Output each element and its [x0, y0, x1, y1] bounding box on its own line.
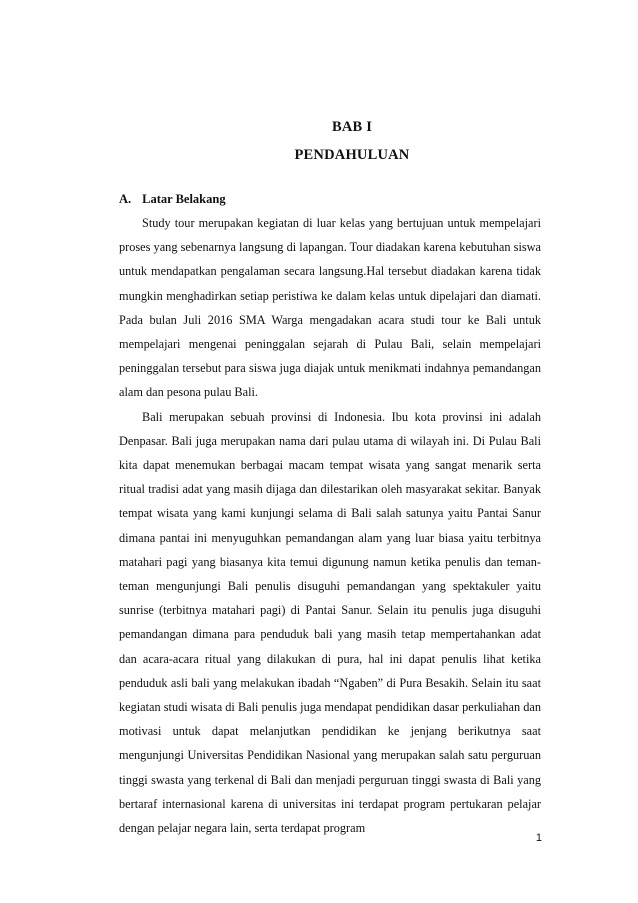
section-number: A.	[119, 192, 132, 206]
section-title: Latar Belakang	[142, 192, 226, 206]
paragraph-1: Study tour merupakan kegiatan di luar kelas yang bertujuan untuk mempelajari proses yang sebenarnya langsung di lapangan. Tour diadakan karena kebutuhan siswa untuk mendapatkan pengalaman secara langsung.Hal tersebut diadakan karena tidak mungkin menghadirkan setiap peristiwa ke dalam kelas untuk dipelajari dan diamati. Pada bulan Juli 2016 SMA Warga mengadakan acara studi tour ke Bali untuk mempelajari mengenai peninggalan sejarah di Pulau Bali, selain mempelajari peninggalan tersebut para siswa juga diajak untuk menikmati indahnya pemandangan alam dan pesona pulau Bali.	[119, 216, 541, 400]
paragraph-2: Bali merupakan sebuah provinsi di Indonesia. Ibu kota provinsi ini adalah Denpasar. Bali juga merupakan nama dari pulau utama di wilayah ini. Di Pulau Bali kita dapat menemukan berbagai macam tempat wisata yang sangat menarik serta ritual tradisi adat yang masih dijaga dan dilestarikan oleh masyarakat sekitar. Banyak tempat wisata yang kami kunjungi selama di Bali salah satunya yaitu Pantai Sanur dimana pantai ini menyuguhkan pemandangan alam yang luar biasa yaitu terbitnya matahari pagi yang biasanya kita temui digunung namun ketika penulis dan teman-teman mengunjungi Bali penulis disuguhi pemandangan yang spektakuler yaitu sunrise (terbitnya matahari pagi) di Pantai Sanur. Selain itu penulis juga disuguhi pemandangan dimana para penduduk bali yang masih tetap mempertahankan adat dan acara-acara ritual yang dilakukan di pura, hal ini dapat penulis lihat ketika penduduk asli bali yang melakukan ibadah “Ngaben” di Pura Besakih. Selain itu saat kegiatan studi wisata di Bali penulis juga mendapat pendidikan dasar perkuliahan dan motivasi untuk dapat melanjutkan pendidikan ke jenjang berikutnya saat mengunjungi Universitas Pendidikan Nasional yang merupakan salah satu perguruan tinggi swasta yang terkenal di Bali dan menjadi perguruan tinggi swasta di Bali yang bertaraf internasional karena di universitas ini terdapat program pertukaran pelajar dengan pelajar negara lain, serta terdapat program	[119, 409, 541, 836]
page-number: 1	[535, 832, 542, 844]
chapter-title: PENDAHULUAN	[294, 147, 410, 163]
body-text	[119, 211, 541, 840]
chapter-number: BAB I	[331, 119, 373, 135]
section-heading	[119, 192, 226, 207]
